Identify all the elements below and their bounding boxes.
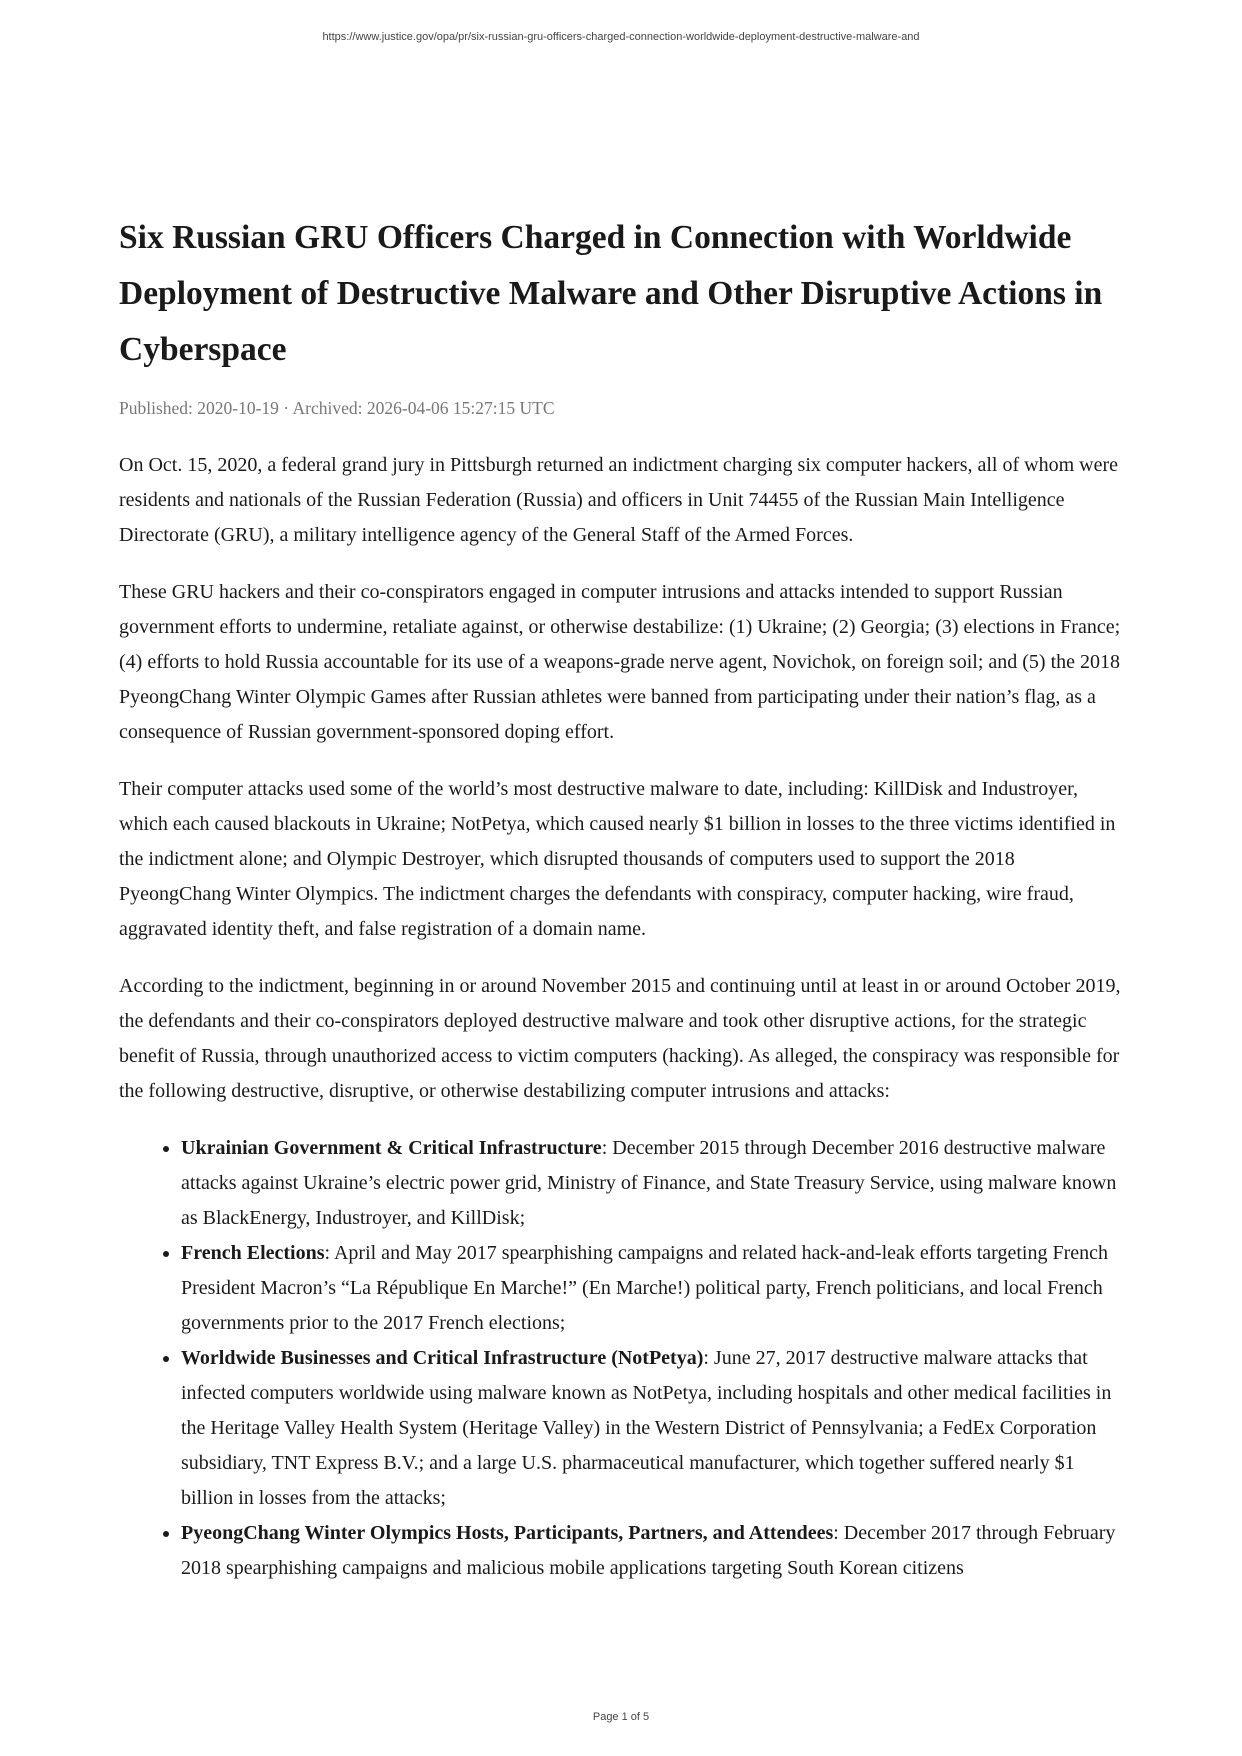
list-item <box>181 1236 1129 1341</box>
list-item-heading: PyeongChang Winter Olympics Hosts, Participants, Partners, and Attendees <box>181 1522 834 1544</box>
paragraph: On Oct. 15, 2020, a federal grand jury in Pittsburgh returned an indictment charging six computer hackers, all of whom were residents and nationals of the Russian Federation (Russia) and officers in Unit 74455 of the Russian Main Intelligence Directorate (GRU), a military intelligence agency of the General Staff of the Armed Forces. <box>119 454 1118 546</box>
list-item-text: : June 27, 2017 destructive malware attacks that infected computers worldwide using malware known as NotPetya, including hospitals and other medical facilities in the Heritage Valley Health System (Heritage Valley) in the Western District of Pennsylvania; a FedEx Corporation subsidiary, TNT Express B.V.; and a large U.S. pharmaceutical manufacturer, which together suffered nearly $1 billion in losses from the attacks; <box>181 1347 1112 1509</box>
list-item-text: : December 2015 through December 2016 destructive malware attacks against Ukraine’s electric power grid, Ministry of Finance, and State Treasury Service, using malware known as BlackEnergy, Industroyer, and KillDisk; <box>181 1137 1117 1229</box>
list-item-heading: Worldwide Businesses and Critical Infrastructure (NotPetya) <box>181 1347 704 1369</box>
list-item-heading: Ukrainian Government & Critical Infrastructure <box>181 1137 602 1159</box>
paragraph: Their computer attacks used some of the world’s most destructive malware to date, including: KillDisk and Industroyer, which each caused blackouts in Ukraine; NotPetya, which caused nearly $1 billion in losses to the three victims identified in the indictment alone; and Olympic Destroyer, which disrupted thousands of computers used to support the 2018 PyeongChang Winter Olympics. The indictment charges the defendants with conspiracy, computer hacking, wire fraud, aggravated identity theft, and false registration of a domain name. <box>119 778 1116 940</box>
paragraph: According to the indictment, beginning in or around November 2015 and continuing until at least in or around October 2019, the defendants and their co-conspirators deployed destructive malware and took other disruptive actions, for the strategic benefit of Russia, through unauthorized access to victim computers (hacking). As alleged, the conspiracy was responsible for the following destructive, disruptive, or otherwise destabilizing computer intrusions and attacks: <box>119 975 1121 1102</box>
publication-meta: Published: 2020-10-19 · Archived: 2026-04-06 15:27:15 UTC <box>119 398 555 418</box>
list-item <box>181 1516 1129 1586</box>
article-title: Six Russian GRU Officers Charged in Connection with Worldwide Deployment of Destructive Malware and Other Disruptive Actions in Cyberspace <box>119 219 1103 368</box>
source-url: https://www.justice.gov/opa/pr/six-russian-gru-officers-charged-connection-worldwide-deployment-destructive-malware-and <box>322 31 920 43</box>
list-item-text: : April and May 2017 spearphishing campaigns and related hack-and-leak efforts targeting French President Macron’s “La République En Marche!” (En Marche!) political party, French politicians, and local French governments prior to the 2017 French elections; <box>181 1242 1108 1334</box>
list-item-text: : December 2017 through February 2018 spearphishing campaigns and malicious mobile applications targeting South Korean citizens <box>181 1522 1116 1579</box>
bullet-list <box>119 1131 1129 1586</box>
list-item <box>181 1341 1129 1516</box>
paragraph: These GRU hackers and their co-conspirators engaged in computer intrusions and attacks intended to support Russian government efforts to undermine, retaliate against, or otherwise destabilize: (1) Ukraine; (2) Georgia; (3) elections in France; (4) efforts to hold Russia accountable for its use of a weapons-grade nerve agent, Novichok, on foreign soil; and (5) the 2018 PyeongChang Winter Olympic Games after Russian athletes were banned from participating under their nation’s flag, as a consequence of Russian government-sponsored doping effort. <box>119 581 1121 743</box>
page-number: Page 1 of 5 <box>592 1711 650 1723</box>
article-body <box>119 448 1129 1586</box>
list-item-heading: French Elections <box>181 1242 325 1264</box>
list-item <box>181 1131 1129 1236</box>
